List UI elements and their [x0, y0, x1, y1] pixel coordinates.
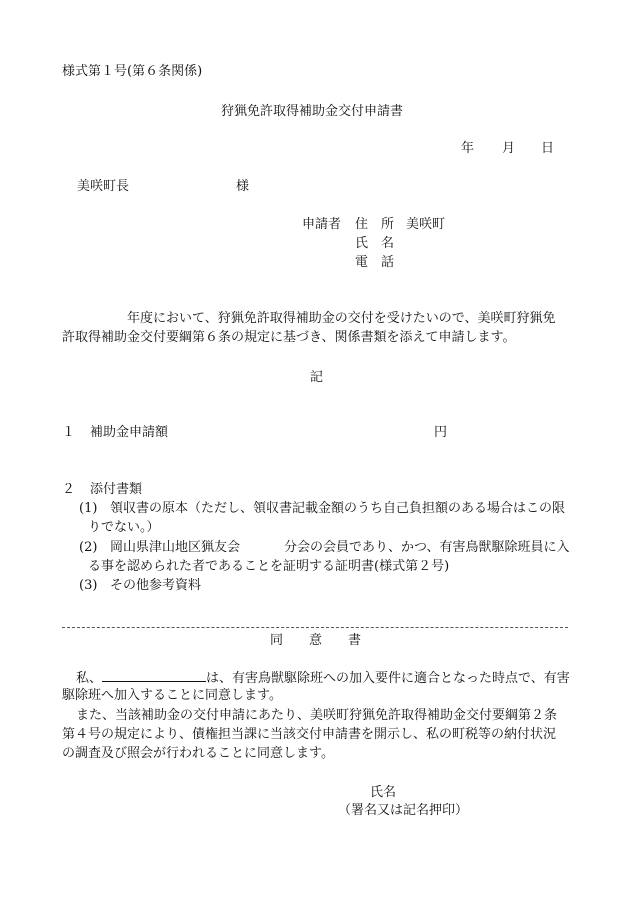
attachment-2-text-line-1: 分会の会員であり、かつ、有害鳥獣駆除班員に入	[284, 540, 570, 555]
ki-heading: 記	[310, 370, 324, 385]
consent-p1-line-2: 駆除班へ加入することに同意します。	[62, 688, 282, 703]
consent-p1-line-1	[76, 669, 570, 687]
address-value: 美咲町	[406, 217, 446, 232]
section-divider	[62, 627, 568, 628]
addressee-name: 美咲町長	[77, 179, 130, 194]
form-number: 様式第１号(第６条関係)	[62, 64, 203, 79]
consent-name-blank[interactable]	[102, 669, 206, 682]
attachment-2-club-name: 岡山県津山地区猟友会	[110, 540, 241, 555]
attachment-1-text-line-2: りでない。）	[88, 520, 160, 535]
item2-number: ２	[62, 482, 76, 497]
body-text-line-2: 許取得補助金交付要綱第６条の規定に基づき、関係書類を添えて申請します。	[62, 330, 516, 345]
applicant-label: 申請者	[302, 217, 342, 232]
consent-sign-label: 氏名	[370, 785, 397, 800]
consent-p1-suffix: は、有害鳥獣駆除班への加入要件に適合となった時点で、有害	[206, 671, 570, 686]
date-year-label: 年	[461, 141, 475, 156]
consent-title: 同 意 書	[270, 633, 362, 648]
consent-p2-line-2: 第４号の規定により、債権担当課に当該交付申請書を開示し、私の町税等の納付状況	[62, 727, 557, 742]
attachment-1-text-line-1: 領収書の原本（ただし、領収書記載金額のうち自己負担額のある場合はこの限	[110, 501, 566, 516]
attachment-2-number: (2)	[79, 540, 98, 555]
consent-p2-line-1: また、当該補助金の交付申請にあたり、美咲町狩猟免許取得補助金交付要綱第２条	[76, 708, 558, 723]
item1-number: １	[62, 425, 76, 440]
date-month-label: 月	[502, 141, 516, 156]
item1-label: 補助金申請額	[90, 425, 169, 440]
attachment-1-number: (1)	[79, 501, 98, 516]
attachment-3-number: (3)	[79, 578, 98, 593]
consent-p2-line-3: の調査及び照会が行われることに同意します。	[62, 746, 334, 761]
item2-label: 添付書類	[90, 482, 143, 497]
body-text-line-1: 年度において、狩猟免許取得補助金の交付を受けたいので、美咲町狩猟免	[127, 311, 556, 326]
document-title: 狩猟免許取得補助金交付申請書	[221, 104, 404, 119]
consent-p1-prefix: 私、	[76, 671, 103, 686]
date-day-label: 日	[541, 141, 555, 156]
phone-label: 電 話	[355, 255, 395, 270]
attachment-2-text-line-2: る事を認められた者であることを証明する証明書(様式第２号)	[88, 559, 450, 574]
address-label: 住 所	[355, 217, 395, 232]
attachment-3-text: その他参考資料	[110, 578, 202, 593]
name-label: 氏 名	[355, 236, 395, 251]
consent-sign-note: （署名又は記名押印）	[338, 803, 469, 818]
item1-unit: 円	[434, 425, 448, 440]
addressee-honorific: 様	[236, 179, 250, 194]
